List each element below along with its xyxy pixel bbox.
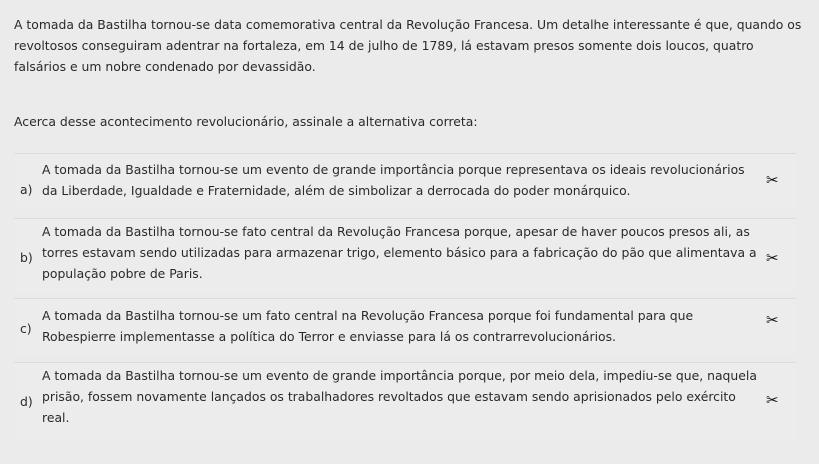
option-letter: a) — [20, 182, 33, 197]
question-text: A tomada da Bastilha tornou-se data comemorativa central da Revolução Francesa. Um detalhe interessante é que, quando os revoltosos conseguiram adentrar na fortaleza, em 14 de julho de 1789, lá estavam presos somente dois loucos, quatro falsários e um nobre condenado por devassidão. — [14, 17, 802, 74]
option-text: A tomada da Bastilha tornou-se um evento de grande importância porque representava os ideais revolucionários da Liberdade, Igualdade e Fraternidade, além de simbolizar a derrocada do poder monárquico. — [42, 162, 745, 198]
option-text: A tomada da Bastilha tornou-se um fato central na Revolução Francesa porque foi fundamental para que Robespierre implementasse a política do Terror e enviasse para lá os contrarrevolucionários. — [42, 308, 694, 344]
option-letter: d) — [20, 394, 33, 409]
option-a[interactable] — [14, 153, 796, 210]
option-letter: c) — [20, 321, 32, 336]
option-b[interactable] — [14, 218, 796, 293]
option-letter: b) — [20, 250, 33, 265]
question-prompt: Acerca desse acontecimento revolucionário, assinale a alternativa correta: — [14, 114, 478, 129]
option-c[interactable] — [14, 298, 796, 355]
option-d[interactable] — [14, 362, 796, 441]
scissors-icon[interactable]: ✂ — [766, 391, 779, 409]
option-text: A tomada da Bastilha tornou-se fato central da Revolução Francesa porque, apesar de haver poucos presos ali, as torres estavam sendo utilizadas para armazenar trigo, elemento básico para a fabricação do pão que alimentava a população pobre de Paris. — [42, 224, 757, 281]
question-statement — [14, 14, 804, 77]
option-text: A tomada da Bastilha tornou-se um evento de grande importância porque, por meio dela, impediu-se que, naquela prisão, fossem novamente lançados os trabalhadores revoltados que estavam sendo aprisionados pelo exército real. — [42, 368, 757, 425]
scissors-icon[interactable]: ✂ — [766, 311, 779, 329]
scissors-icon[interactable]: ✂ — [766, 249, 779, 267]
scissors-icon[interactable]: ✂ — [766, 171, 779, 189]
